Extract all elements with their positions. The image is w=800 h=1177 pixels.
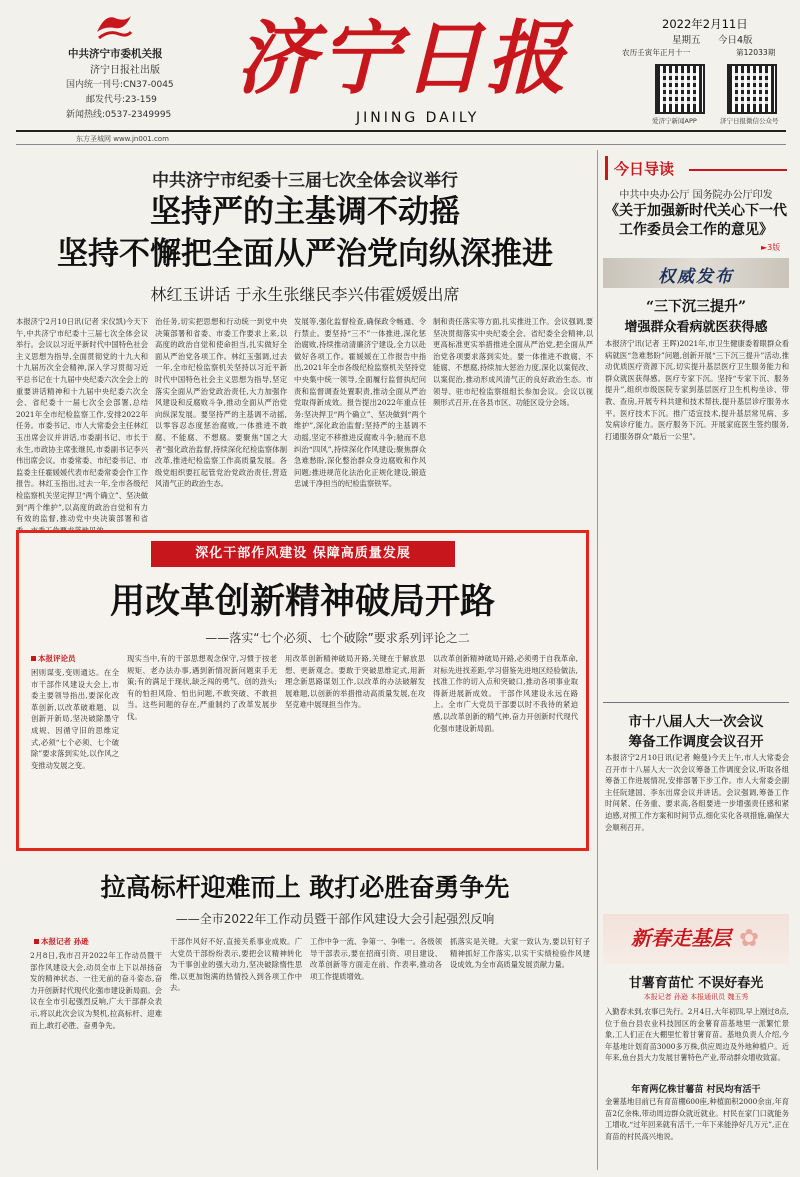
authority-banner [603,258,789,288]
guide-label: 今日导读 [614,160,675,178]
masthead-issue-no: 第12033期 [736,48,776,57]
title-char: 宁 [319,11,400,105]
newspaper-logo-icon [95,12,133,42]
masthead-postal-code: 邮发代号:23-159 [86,95,157,105]
guide-label-box [605,156,687,180]
second-byline-marker [34,939,39,944]
masthead-title [236,8,566,108]
sidebar [601,150,791,1170]
item3-title: 甘薯育苗忙 不误好春光 [628,976,764,991]
special-body-col-1: 困则谋变,变则通达。在全市干部作风建设大会上,市委主要领导指出,要深化改革创新,以改革破难题、以创新开新局,坚决破除墨守成规、因循守旧的思维定式,必须“七个必须、七个破除”要求落到实处,以作风之变推动发展之变。 [31,668,119,770]
title-char: 日 [402,11,483,105]
special-frame [16,530,589,851]
item2-title: 市十八届人大一次会议 [628,714,764,730]
qr-code-app-icon [655,64,705,114]
guide-page-label: 3版 [767,243,781,252]
masthead-hotline: 新闻热线:0537-2349995 [66,110,172,120]
qr-wechat-caption: 济宁日报微信公众号 [720,117,779,125]
masthead-org: 中共济宁市委机关报 [68,48,163,60]
special-tag-label: 本报评论员 [38,654,76,663]
masthead-weekday: 星期五 [672,35,701,46]
special-body-col-2: 现实当中,有的干部思想观念保守,习惯于按老规矩、老办法办事,遇到新情况新问题束手无策;有的满足于现状,缺乏闯的勇气、创的劲头;有的怕担风险、怕出问题,不敢突破、不敢担当。这些问题的存在,严重制约了改革发展步伐。 [127,654,277,721]
item2-sub: 筹备工作调度会议召开 [628,734,764,750]
special-headline: 用改革创新精神破局开路 [109,581,495,622]
masthead [0,0,800,143]
second-body-col-4: 抓落实是关键。大家一致认为,要以钉钉子精神抓好工作落实,以实干实绩检验作风建设成效,为全市高质量发展贡献力量。 [450,937,590,970]
item3-byline: 本报记者 孙逊 本报通讯员 魏玉秀 [643,993,749,1001]
special-body-col-3: 用改革创新精神破局开路,关键在于解放思想、更新观念。要敢于突破思维定式,用新理念新思路谋划工作,以改革的办法破解发展难题,以创新的举措推动高质量发展,在攻坚克难中展现担当作为。 [285,654,425,710]
item3-body-2: 金薯基地目前已有育苗棚600座,种植面积2000余亩,年育苗2亿余株,带动周边群众就近就业。村民在家门口就能务工增收,“过年回来就有活干,一年下来能挣好几万元”,正在育苗的村民高兴地说。 [605,1097,789,1141]
second-body-col-2: 干部作风好不好,直接关系事业成败。广大党员干部纷纷表示,要把会议精神转化为干事创业的强大动力,坚决破除惰性思维,以更加饱满的热情投入到各项工作中去。 [170,937,302,993]
second-body-col-3: 工作中争一流、争第一、争唯一。各级领导干部表示,要在招商引资、项目建设、改革创新等方面走在前、作表率,推动各项工作提质增效。 [310,937,442,981]
special-tag-marker [31,656,36,661]
lead-headline-2: 坚持不懈把全面从严治党向纵深推进 [57,236,553,272]
arrow-right-icon: ► [761,243,768,252]
special-subhead: ——落实“七个必须、七个破除”要求系列评论之二 [205,631,470,645]
spring-decoration-icon: ✿ [739,924,760,952]
item3-body: 入勤春未到,农事已先行。2月4日,大年初四,早上刚过8点,位于鱼台县农业科技园区的金薯育苗基地里一派繁忙景象,工人们正在大棚里忙着甘薯育苗。基地负责人介绍,今年基地计划育苗3000多万株,供应周边及外地种植户。近年来,鱼台县大力发展甘薯特色产业,带动群众增收致富。 [605,1007,789,1063]
lead-kicker: 中共济宁市纪委十三届七次全体会议举行 [152,171,458,191]
item2-body: 本报济宁2月10日讯(记者 鲍曼)今天上午,市人大常委会召开市十八届人大一次会议筹备工作调度会议,听取各组筹备工作进展情况,安排部署下步工作。市人大常委会副主任阮建国、李东出席会议并讲话。会议强调,筹备工作时间紧、任务重、要求高,各组要进一步增强责任感和紧迫感,对照工作方案和时间节点,细化实化各项措施,确保大会顺利召开。 [605,753,789,832]
lead-headline-1: 坚持严的主基调不动摇 [150,194,460,230]
item3-sub: 年育两亿株甘薯苗 村民均有活干 [631,1085,761,1095]
masthead-subtitle: JINING DAILY [356,110,480,126]
special-banner: 深化干部作风建设 保障高质量发展 [151,541,455,567]
title-char: 济 [236,11,316,105]
lead-body-col-3: 发展等,强化监督检查,确保政令畅通、令行禁止。要坚持“三不”一体推进,深化惩治腐败,持续推动清廉济宁建设,全力以赴做好各项工作。霍媛媛在工作报告中指出,2021年全市各级纪检监察机关坚持党中央集中统一领导,全面履行监督执纪问责和监督调查处置职责,推动全面从严治党取得新成效。报告提出2022年重点任务:坚决捍卫“两个确立”、坚决做到“两个维护”,深化政治监督;坚持严的主基调不动摇,坚定不移推进反腐败斗争;驰而不息纠治“四风”,持续深化作风建设;聚焦群众急难愁盼,深化整治群众身边腐败和作风问题;推进规范化法治化正规化建设,锻造忠诚干净担当的纪检监察铁军。 [294,317,426,489]
special-body-4: 以改革创新精神破局开路,必须勇于自我革命,对标先进找差距,学习借鉴先进地区经验做法,找准工作的切入点和突破口,推动各项事业取得新进展新成效。 [433,654,578,698]
lead-body-col-2: 治任务,切实把思想和行动统一到党中央决策部署和省委、市委工作要求上来,以高度的政治自觉和使命担当,扎实做好全面从严治党各项工作。林红玉强调,过去一年,全市纪检监察机关坚持以习近平新时代中国特色社会主义思想为指导,坚定落实全面从严治党政治责任,大力加强作风建设和反腐败斗争,推动全面从严治党向纵深发展。要坚持严的主基调不动摇,以零容忍态度惩治腐败,一体推进不敢腐、不能腐、不想腐。要聚焦“国之大者”强化政治监督,持续深化纪检监察体制改革,推进纪检监察工作高质量发展。各级党组织要扛起管党治党政治责任,营造风清气正的政治生态。 [155,317,287,489]
title-char: 报 [485,11,566,105]
lead-body-col-4: 制和责任落实等方面,扎实推进工作。会议强调,要坚决贯彻落实中央纪委全会、省纪委全会精神,以更高标准更实举措推进全面从严治党,把全面从严治党各项要求落到实处。要一体推进不敢腐、不能腐、不想腐,持续加大惩治力度,深化以案促改、以案促治,推动形成风清气正的良好政治生态。市领导、驻市纪检监察组组长参加会议。会议以视频形式召开,在各县市区、功能区设分会场。 [433,317,593,408]
authority-label: 权威发布 [658,267,734,287]
second-story [16,858,594,1168]
qr-code-wechat-icon [727,64,777,114]
lead-story [16,148,594,524]
special-body-5: 干部作风建设永远在路上。全市广大党员干部要以时不我待的紧迫感,以改革创新的精气神,奋力开创新时代现代化强市建设新局面。 [433,688,579,733]
item1-body: 本报济宁讯(记者 王晖)2021年,市卫生健康委着眼群众看病就医“急难愁盼”问题,创新开展“三下沉三提升”活动,推动优质医疗资源下沉,切实提升基层医疗卫生服务能力和群众就医获得感。医疗专家下沉。坚持“专家下沉、服务提升”,组织市级医院专家到基层医疗卫生机构坐诊、带教、查房,开展专科共建和技术帮扶,提升基层诊疗服务水平。医疗技术下沉。推广适宜技术,提升基层常见病、多发病诊疗能力。医疗服务下沉。开展家庭医生签约服务,打通服务群众“最后一公里”。 [605,339,789,441]
masthead-cn-number: 国内统一刊号:CN37-0045 [66,80,174,90]
second-subhead: ——全市2022年工作动员暨干部作风建设大会引起强烈反响 [175,912,495,926]
special-body-col-4 [433,653,578,845]
website-strip: 东方圣城网 www.jn001.com [76,135,169,143]
item1-sub: 增强群众看病就医获得感 [624,320,768,335]
second-byline-text: 本报记者 孙逊 [41,937,89,946]
masthead-lunar: 农历壬寅年正月十一 [622,48,691,57]
spring-graphic [603,914,789,964]
second-headline: 拉高标杆迎难而上 敢打必胜奋勇争先 [100,873,510,902]
lead-body-col-1: 本报济宁2月10日讯(记者 宋仪凯)今天下午,中共济宁市纪委十三届七次全体会议举行。会议以习近平新时代中国特色社会主义思想为指导,全面贯彻党的十九大和十九届历次全会精神,深入学习贯彻习近平总书记在十九届中央纪委六次全会上的重要讲话精神和十九届中央纪委六次全会、省纪委十一届七次全会部署,总结2021年全市纪检监察工作,安排2022年任务。市委书记、市人大常委会主任林红玉出席会议并讲话,市委副书记、市长于永生,市政协主席张继民,市委副书记李兴伟出席会议。市委常委、市纪委书记、市监委主任霍媛媛代表市纪委常委会作工作报告。林红玉指出,过去一年,全市各级纪检监察机关坚定捍卫“两个确立”、坚决做到“两个维护”,以高度的政治自觉和有力有效的监督,推动党中央决策部署和省 [16,317,148,524]
second-body-col-1: 2月8日,我市召开2022年工作动员暨干部作风建设大会,动员全市上下以昂扬奋发的精神状态、一往无前的奋斗姿态,奋力开创新时代现代化强市建设新局面。会议在全市引起强烈反响,广大干部群众表示,将以此次会议为契机,拉高标杆、迎难而上,敢打必胜、奋勇争先。 [30,951,162,1030]
guide-page [761,242,780,253]
qr-app-caption: 爱济宁新闻APP [652,117,697,125]
masthead-publisher: 济宁日报社出版 [90,65,160,76]
second-byline [34,936,89,947]
spring-label: 新春走基层 [631,926,731,950]
guide-kicker: 中共中央办公厅 国务院办公厅印发 [619,190,773,201]
special-column-tag [31,653,76,664]
masthead-pages: 今日4版 [718,35,753,46]
guide-title: 《关于加强新时代关心下一代工作委员会工作的意见》 [605,203,787,238]
item1-title: “三下沉三提升” [645,299,747,315]
masthead-date: 2022年2月11日 [662,17,748,31]
lead-subhead: 林红玉讲话 于永生张继民李兴伟霍媛媛出席 [150,285,460,304]
